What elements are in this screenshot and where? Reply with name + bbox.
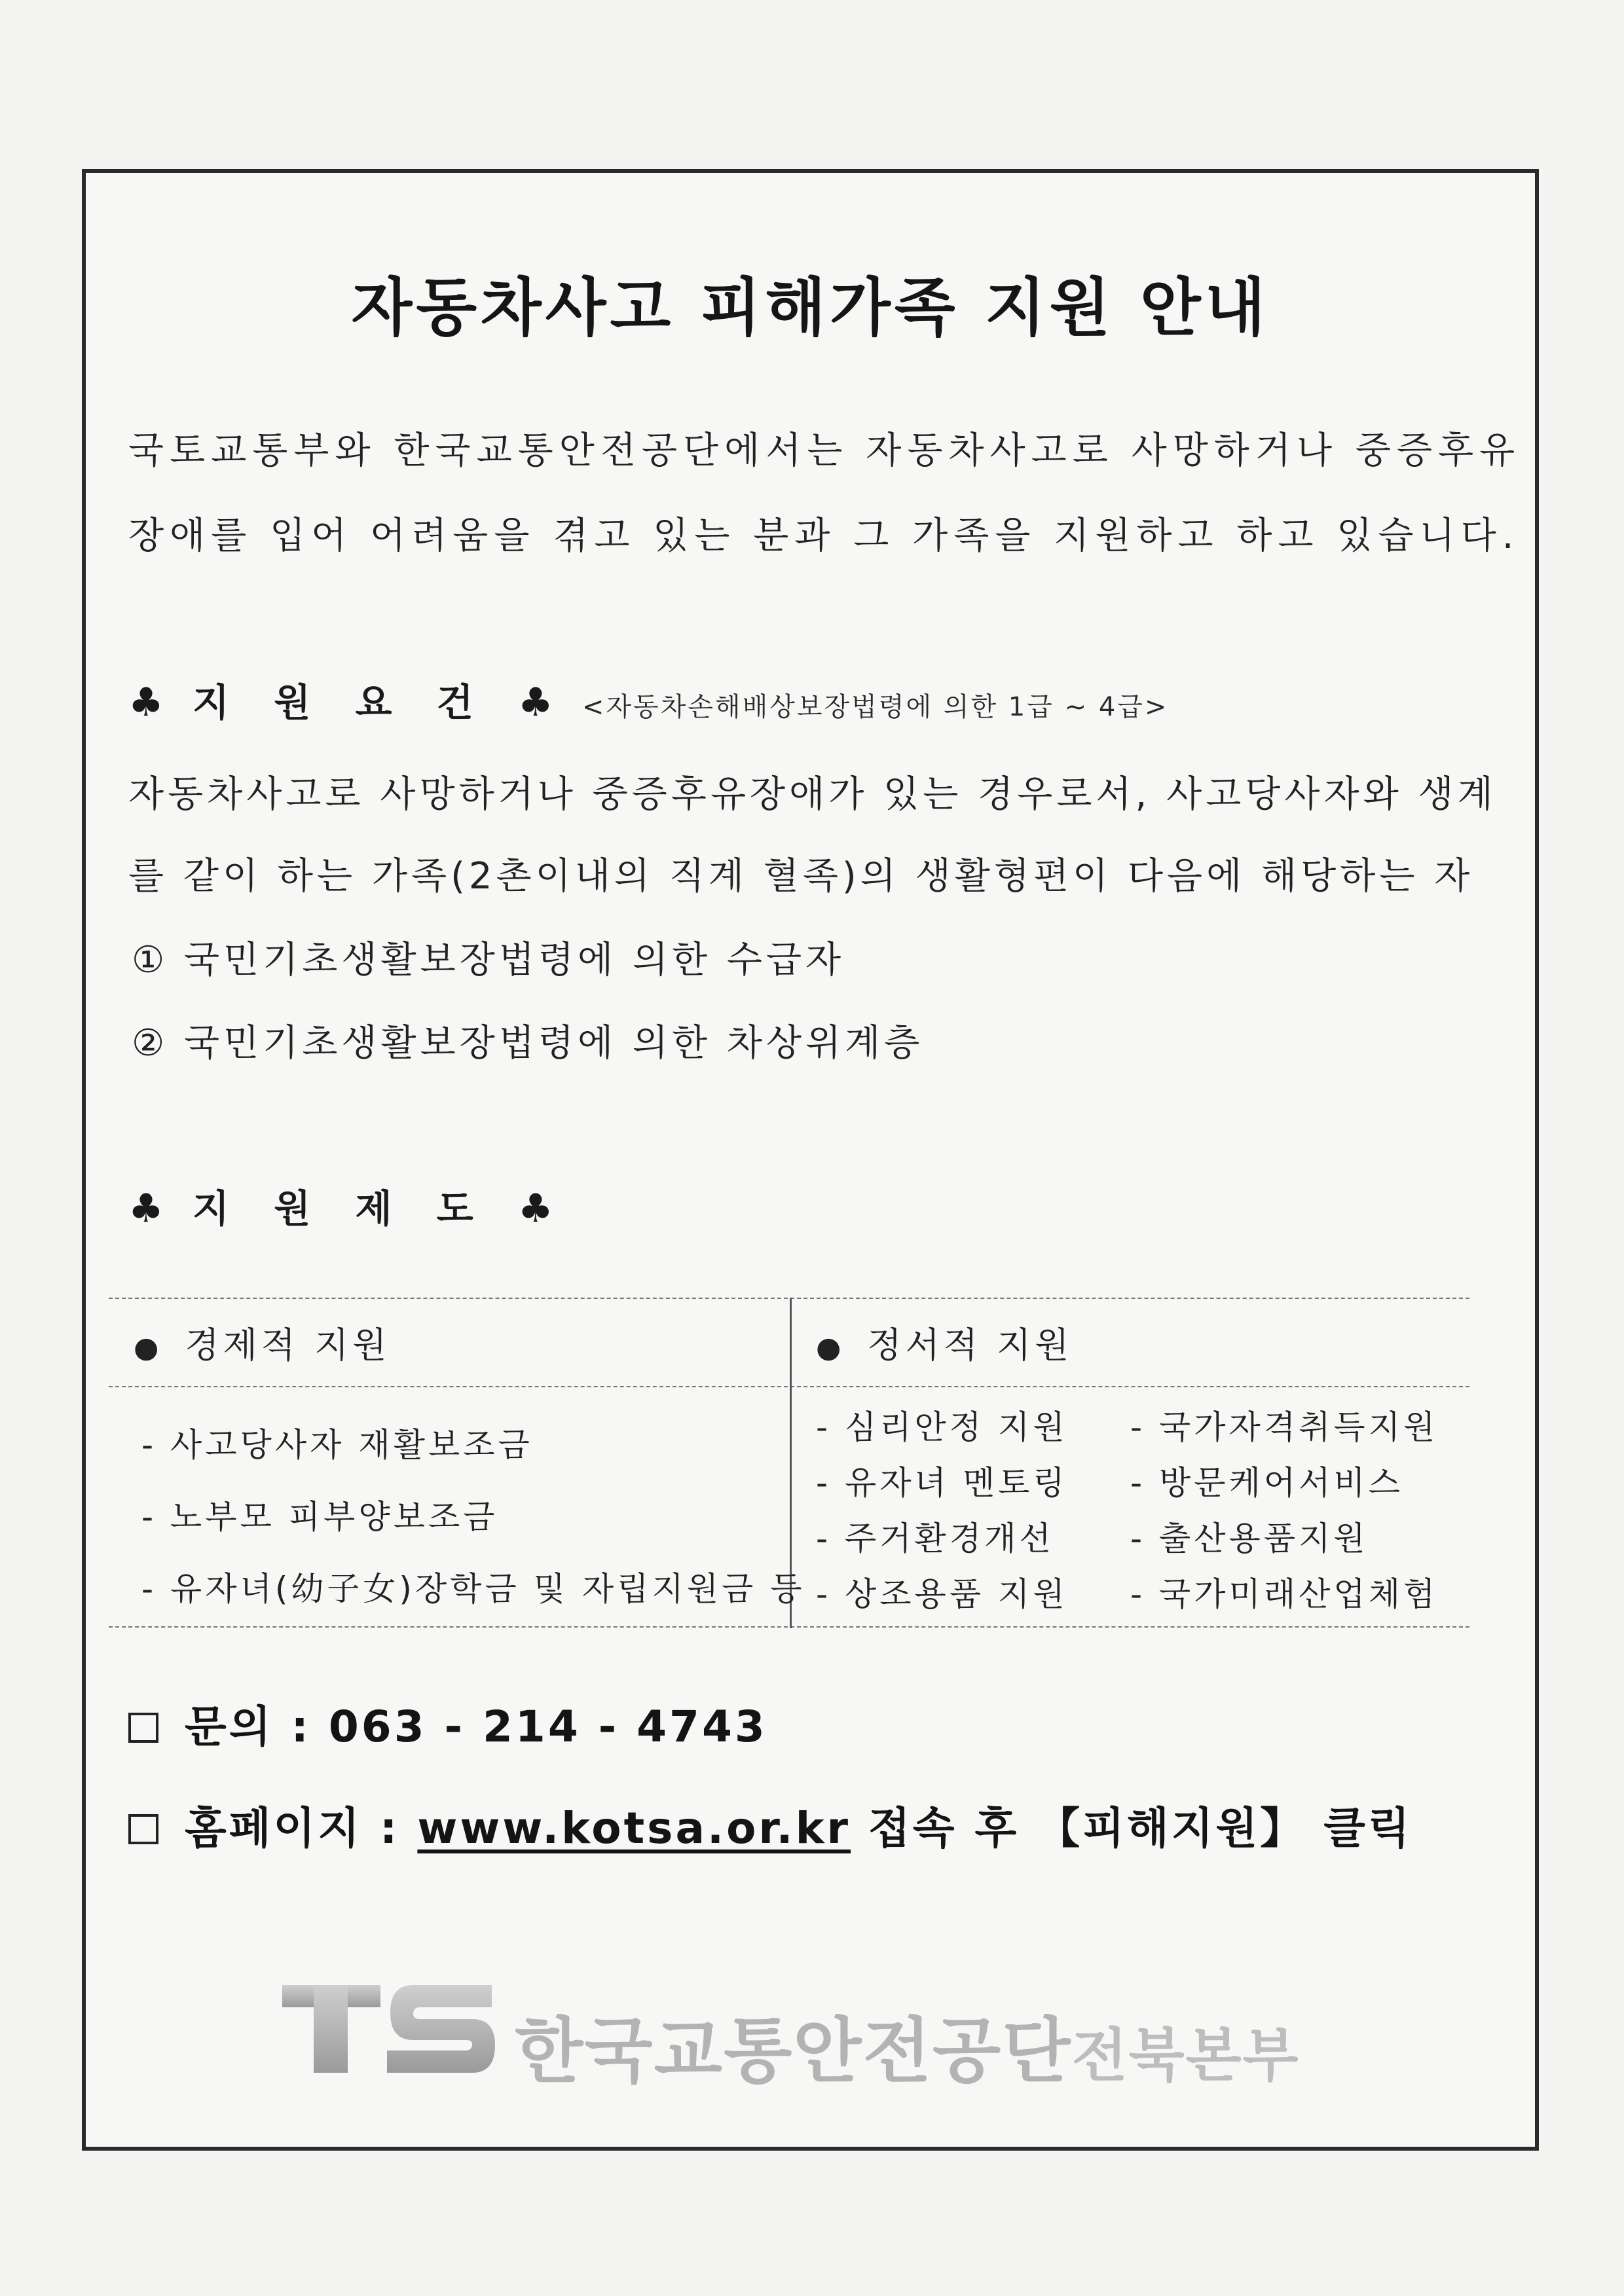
club-icon: ♣	[128, 1186, 164, 1231]
table-divider	[109, 1298, 1469, 1299]
club-icon: ♣	[517, 680, 553, 725]
emotional-item: - 심리안정 지원	[816, 1408, 1068, 1446]
homepage-link[interactable]: www.kotsa.or.kr	[417, 1803, 851, 1853]
bullet-icon: ●	[134, 1331, 163, 1364]
checkbox-icon	[128, 1814, 158, 1844]
programs-table	[109, 1298, 1469, 1628]
intro-line: 국토교통부와 한국교통안전공단에서는 자동차사고로 사망하거나 중증후유	[128, 429, 1521, 472]
intro-line: 장애를 입어 어려움을 겪고 있는 분과 그 가족을 지원하고 하고 있습니다.	[128, 515, 1520, 557]
emotional-support-header: ● 정서적 지원	[816, 1324, 1073, 1366]
programs-heading-text: 지 원 제 도	[193, 1186, 489, 1231]
economic-item: - 유자녀(幼子女)장학금 및 자립지원금 등	[141, 1570, 805, 1608]
emotional-item: - 출산용품지원	[1130, 1520, 1369, 1558]
economic-item: - 사고당사자 재활보조금	[141, 1426, 533, 1464]
requirement-item: ① 국민기초생활보장법령에 의한 수급자	[132, 939, 845, 981]
kotsa-logo-text: 한국교통안전공단전북본부	[515, 2010, 1300, 2092]
table-divider	[109, 1386, 1469, 1387]
bullet-icon: ●	[816, 1331, 845, 1364]
emotional-item: - 상조용품 지원	[816, 1575, 1068, 1613]
ts-logo-mark	[282, 1980, 498, 2078]
phone-label: 문의 :	[185, 1702, 311, 1752]
requirements-note: <자동차손해배상보장법령에 의한 1급 ~ 4급>	[581, 692, 1169, 722]
phone-number: 063 - 214 - 4743	[328, 1702, 767, 1752]
requirements-body-line: 자동차사고로 사망하거나 중증후유장애가 있는 경우로서, 사고당사자와 생계	[128, 773, 1497, 816]
programs-heading	[128, 1178, 553, 1233]
contact-phone	[128, 1692, 767, 1754]
emotional-item: - 주거환경개선	[816, 1520, 1054, 1558]
club-icon: ♣	[517, 1186, 553, 1231]
requirements-heading	[128, 672, 1168, 727]
emotional-item: - 국가미래산업체험	[1130, 1575, 1439, 1613]
page-title: 자동차사고 피해가족 지원 안내	[351, 271, 1270, 344]
economic-support-header: ● 경제적 지원	[134, 1324, 391, 1366]
requirements-heading-text: 지 원 요 건	[193, 680, 489, 725]
homepage-instruction: 접속 후 【피해지원】 클릭	[868, 1803, 1412, 1853]
notice-frame	[82, 169, 1539, 2151]
club-icon: ♣	[128, 680, 164, 725]
homepage-label: 홈페이지 :	[185, 1803, 400, 1853]
table-divider	[109, 1626, 1469, 1628]
checkbox-icon	[128, 1713, 158, 1743]
emotional-item: - 유자녀 멘토링	[816, 1464, 1068, 1502]
contact-homepage	[128, 1793, 1412, 1855]
economic-item: - 노부모 피부양보조금	[141, 1498, 498, 1536]
requirement-item: ② 국민기초생활보장법령에 의한 차상위계층	[132, 1022, 924, 1065]
emotional-item: - 방문케어서비스	[1130, 1464, 1404, 1502]
requirements-body-line: 를 같이 하는 가족(2촌이내의 직계 혈족)의 생활형편이 다음에 해당하는 자	[128, 855, 1474, 898]
emotional-item: - 국가자격취득지원	[1130, 1408, 1439, 1446]
